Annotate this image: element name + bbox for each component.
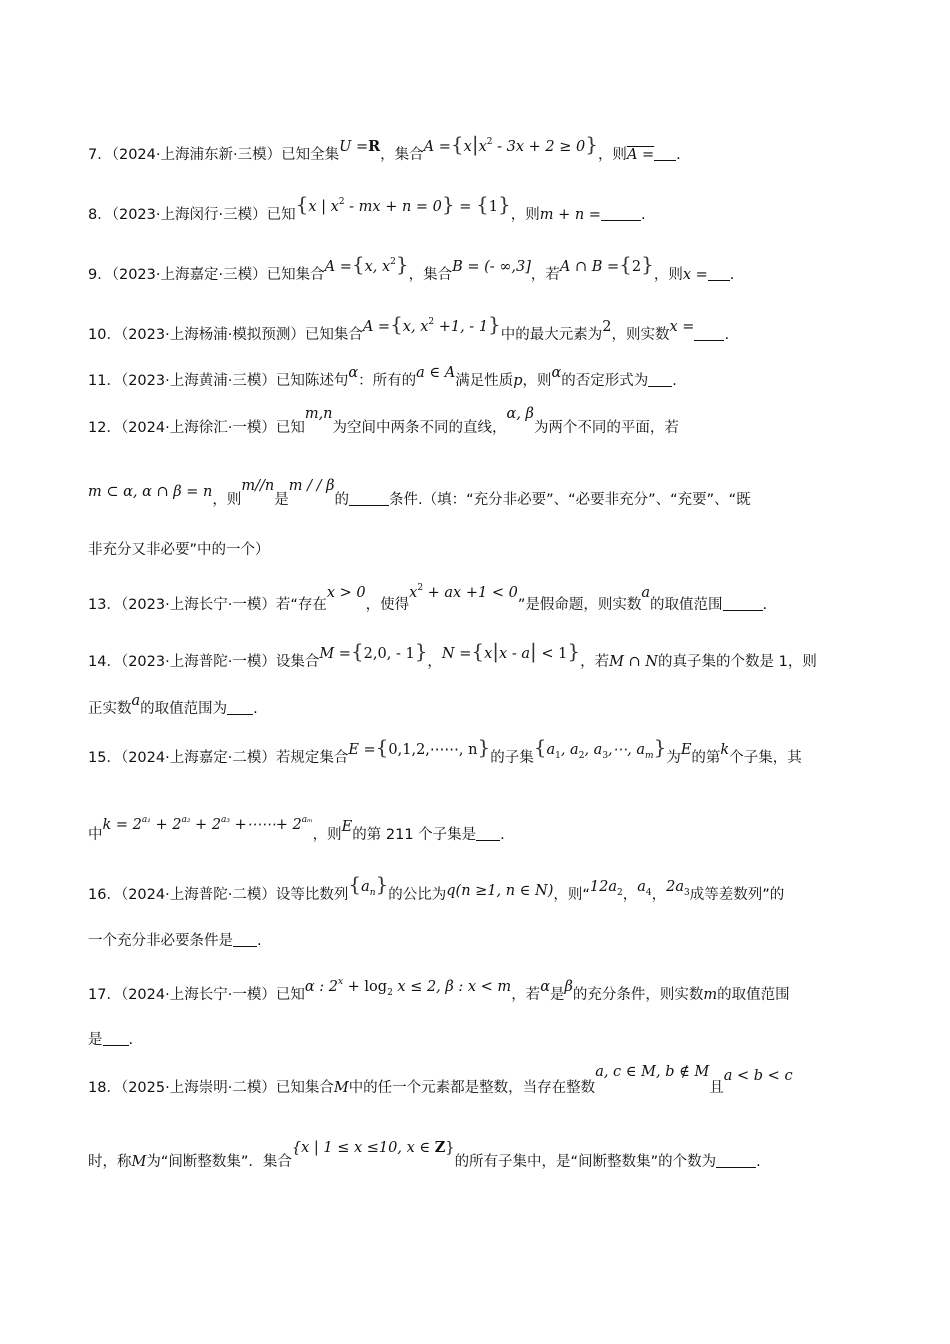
- q-source: （2024·上海浦东新·三模）: [111, 147, 282, 163]
- question-18: 18．（2025·上海崇明·二模）已知集合M中的任一个元素都是整数，当存在整数a, c ∈ M, b ∉ M且a < b < c: [88, 1064, 793, 1096]
- question-8: 8．（2023·上海闵行·三模）已知{x | $x^2$ - mx + n = 0} = {1}，则m + n = .: [88, 192, 646, 223]
- question-16-cont: 一个充分非必要条件是 .: [88, 933, 262, 949]
- question-12: 12．（2024·上海徐汇·一模）已知m,n为空间中两条不同的直线，α, β为两个不同的平面，若: [88, 406, 679, 436]
- answer-blank: [227, 700, 253, 715]
- answer-blank: [349, 491, 389, 506]
- answer-blank: [694, 326, 724, 341]
- question-9: 9．（2023·上海嘉定·三模）已知集合A ={x, $x^2$}，集合B = (- ∞,3]，若A ∩ B ={2}，则x = .: [88, 252, 735, 283]
- question-12-cont2: 非充分又非必要”中的一个）: [88, 542, 270, 558]
- question-13: 13．（2023·上海长宁·一模）若“存在x > 0，使得$x^2$ + ax +1 < 0”是假命题，则实数a的取值范围 .: [88, 583, 768, 613]
- question-10: 10．（2023·上海杨浦·模拟预测）已知集合A ={x, $x^2 +1$, - 1}中的最大元素为2，则实数x = .: [88, 312, 730, 343]
- question-11: 11．（2023·上海黄浦·三模）已知陈述句α：所有的a ∈ A满足性质p，则α的否定形式为 .: [88, 365, 677, 389]
- question-15: 15．（2024·上海嘉定·二模）若规定集合E ={0,1,2,⋯⋯, n}的子集{$a_1$, $a_2$, $a_3,\cdots$, $a_m$}为E的第k个子集，其: [88, 735, 802, 766]
- answer-blank: [103, 1031, 129, 1046]
- question-17-cont: 是 .: [88, 1032, 134, 1048]
- answer-blank: [233, 932, 257, 947]
- answer-blank: [708, 266, 730, 281]
- question-14: 14．（2023·上海普陀·一模）设集合M ={2,0, - 1}，N ={x|x - a| < 1}，若M ∩ N的真子集的个数是 1，则: [88, 639, 817, 670]
- question-16: 16．（2024·上海普陀·二模）设等比数列$\{a_n\}$的公比为q(n ≥1, n ∈ N)，则“$12a_2$，$a_4$，$2a_3$成等差数列”的: [88, 872, 785, 903]
- question-15-cont: 中$k = 2^{a_1} + 2^{a_2} + 2^{a_3}$ +⋯⋯+ $2^{a_m}$，则E的第 211 个子集是 .: [88, 815, 505, 843]
- q-num: 7．: [88, 147, 112, 163]
- answer-blank: [476, 826, 500, 841]
- answer-blank: [723, 596, 763, 611]
- answer-blank: [654, 146, 676, 161]
- question-7: 7．（2024·上海浦东新·三模）已知全集U =R，集合$A =\{x|x^2 - 3x + 2 \ge 0\}$，则A = .: [88, 132, 681, 163]
- answer-blank: [648, 372, 672, 387]
- question-14-cont: 正实数a的取值范围为 .: [88, 693, 258, 717]
- answer-blank: [716, 1153, 756, 1168]
- question-17: 17．（2024·上海长宁·一模）已知α : $2^x + \log_2 x \le 2$, β : x < m，若α是β的充分条件，则实数m的取值范围: [88, 977, 790, 1003]
- answer-blank: [601, 206, 641, 221]
- question-18-cont: 时，称M为“间断整数集”．集合{x | 1 ≤ x ≤10, x ∈ Z}的所有子集中，是“间断整数集”的个数为 .: [88, 1139, 761, 1170]
- question-12-cont: m ⊂ α, α ∩ β = n，则m//n是m / / β的 条件.（填：“充分非必要”、“必要非充分”、“充要”、“既: [88, 478, 751, 508]
